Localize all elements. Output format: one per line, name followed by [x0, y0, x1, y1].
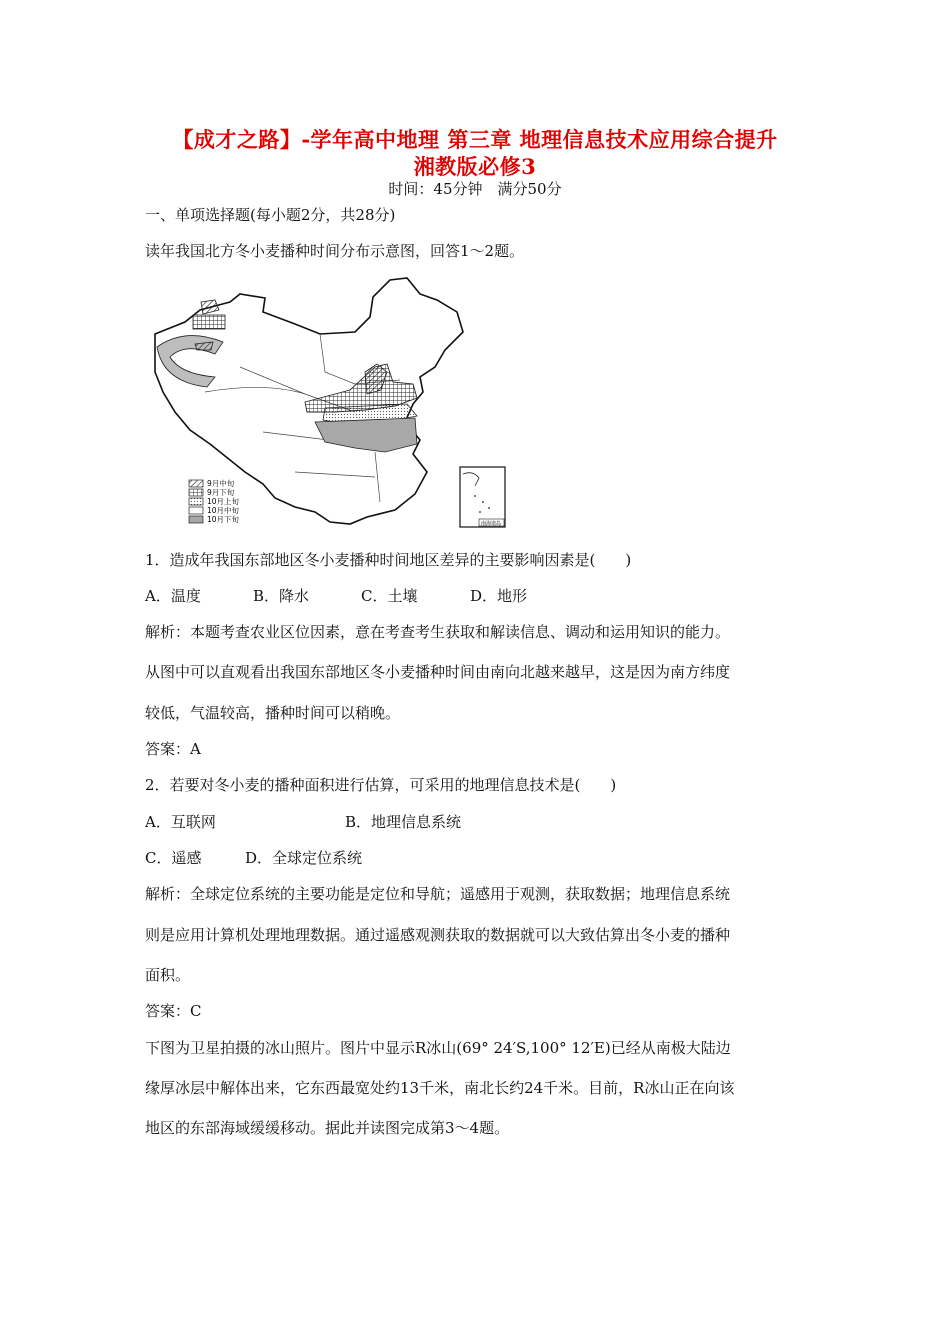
q2-analysis-line: 则是应用计算机处理地理数据。通过遥感观测获取的数据就可以大致估算出冬小麦的播种: [145, 926, 731, 944]
legend-label: 10月上旬: [207, 497, 240, 506]
section-heading: 一、单项选择题(每小题2分，共28分): [145, 206, 396, 224]
passage-line: 地区的东部海域缓缓移动。据此并读图完成第3～4题。: [145, 1119, 510, 1137]
question-2-stem: 2．若要对冬小麦的播种面积进行估算，可采用的地理信息技术是( ): [145, 776, 617, 794]
wheat-sowing-map: [145, 272, 515, 534]
q1-option-b: B．降水: [253, 587, 310, 605]
q2-analysis-line: 面积。: [145, 966, 191, 984]
inset-label: 南海诸岛: [481, 521, 502, 527]
legend-label: 9月中旬: [207, 479, 235, 488]
map-legend: [189, 478, 240, 524]
q2-answer: 答案：C: [145, 1002, 202, 1020]
q2-option-a: A．互联网: [145, 813, 216, 831]
legend-label: 10月下旬: [207, 515, 240, 524]
q2-option-d: D．全球定位系统: [245, 849, 363, 867]
legend-label: 9月下旬: [207, 488, 235, 497]
q1-analysis-line: 解析：本题考查农业区位因素，意在考查考生获取和解读信息、调动和运用知识的能力。: [145, 623, 731, 641]
legend-label: 10月中旬: [207, 506, 240, 515]
q1-analysis-line: 较低，气温较高，播种时间可以稍晚。: [145, 704, 401, 722]
q1-option-c: C．土壤: [361, 587, 418, 605]
question-1-stem: 1．造成年我国东部地区冬小麦播种时间地区差异的主要影响因素是( ): [145, 551, 632, 569]
passage-line: 下图为卫星拍摄的冰山照片。图片中显示R冰山(69° 24′S,100° 12′E)已经从南极大陆边: [145, 1039, 731, 1057]
q2-analysis-line: 解析：全球定位系统的主要功能是定位和导航；遥感用于观测，获取数据；地理信息系统: [145, 885, 731, 903]
q1-option-a: A．温度: [145, 587, 201, 605]
document-title-line1: 【成才之路】-学年高中地理 第三章 地理信息技术应用综合提升: [172, 127, 778, 152]
q2-option-b: B．地理信息系统: [345, 813, 462, 831]
south-china-sea-inset: [460, 467, 505, 527]
q1-answer: 答案：A: [145, 740, 201, 758]
time-and-score: 时间：45分钟 满分50分: [388, 180, 562, 198]
q1-option-d: D．地形: [470, 587, 528, 605]
section-intro: 读年我国北方冬小麦播种时间分布示意图，回答1～2题。: [145, 242, 525, 260]
q1-analysis-line: 从图中可以直观看出我国东部地区冬小麦播种时间由南向北越来越早，这是因为南方纬度: [145, 663, 731, 681]
document-title-line2: 湘教版必修3: [413, 154, 537, 179]
passage-line: 缘厚冰层中解体出来，它东西最宽处约13千米，南北长约24千米。目前，R冰山正在向该: [145, 1079, 735, 1097]
q2-option-c: C．遥感: [145, 849, 202, 867]
